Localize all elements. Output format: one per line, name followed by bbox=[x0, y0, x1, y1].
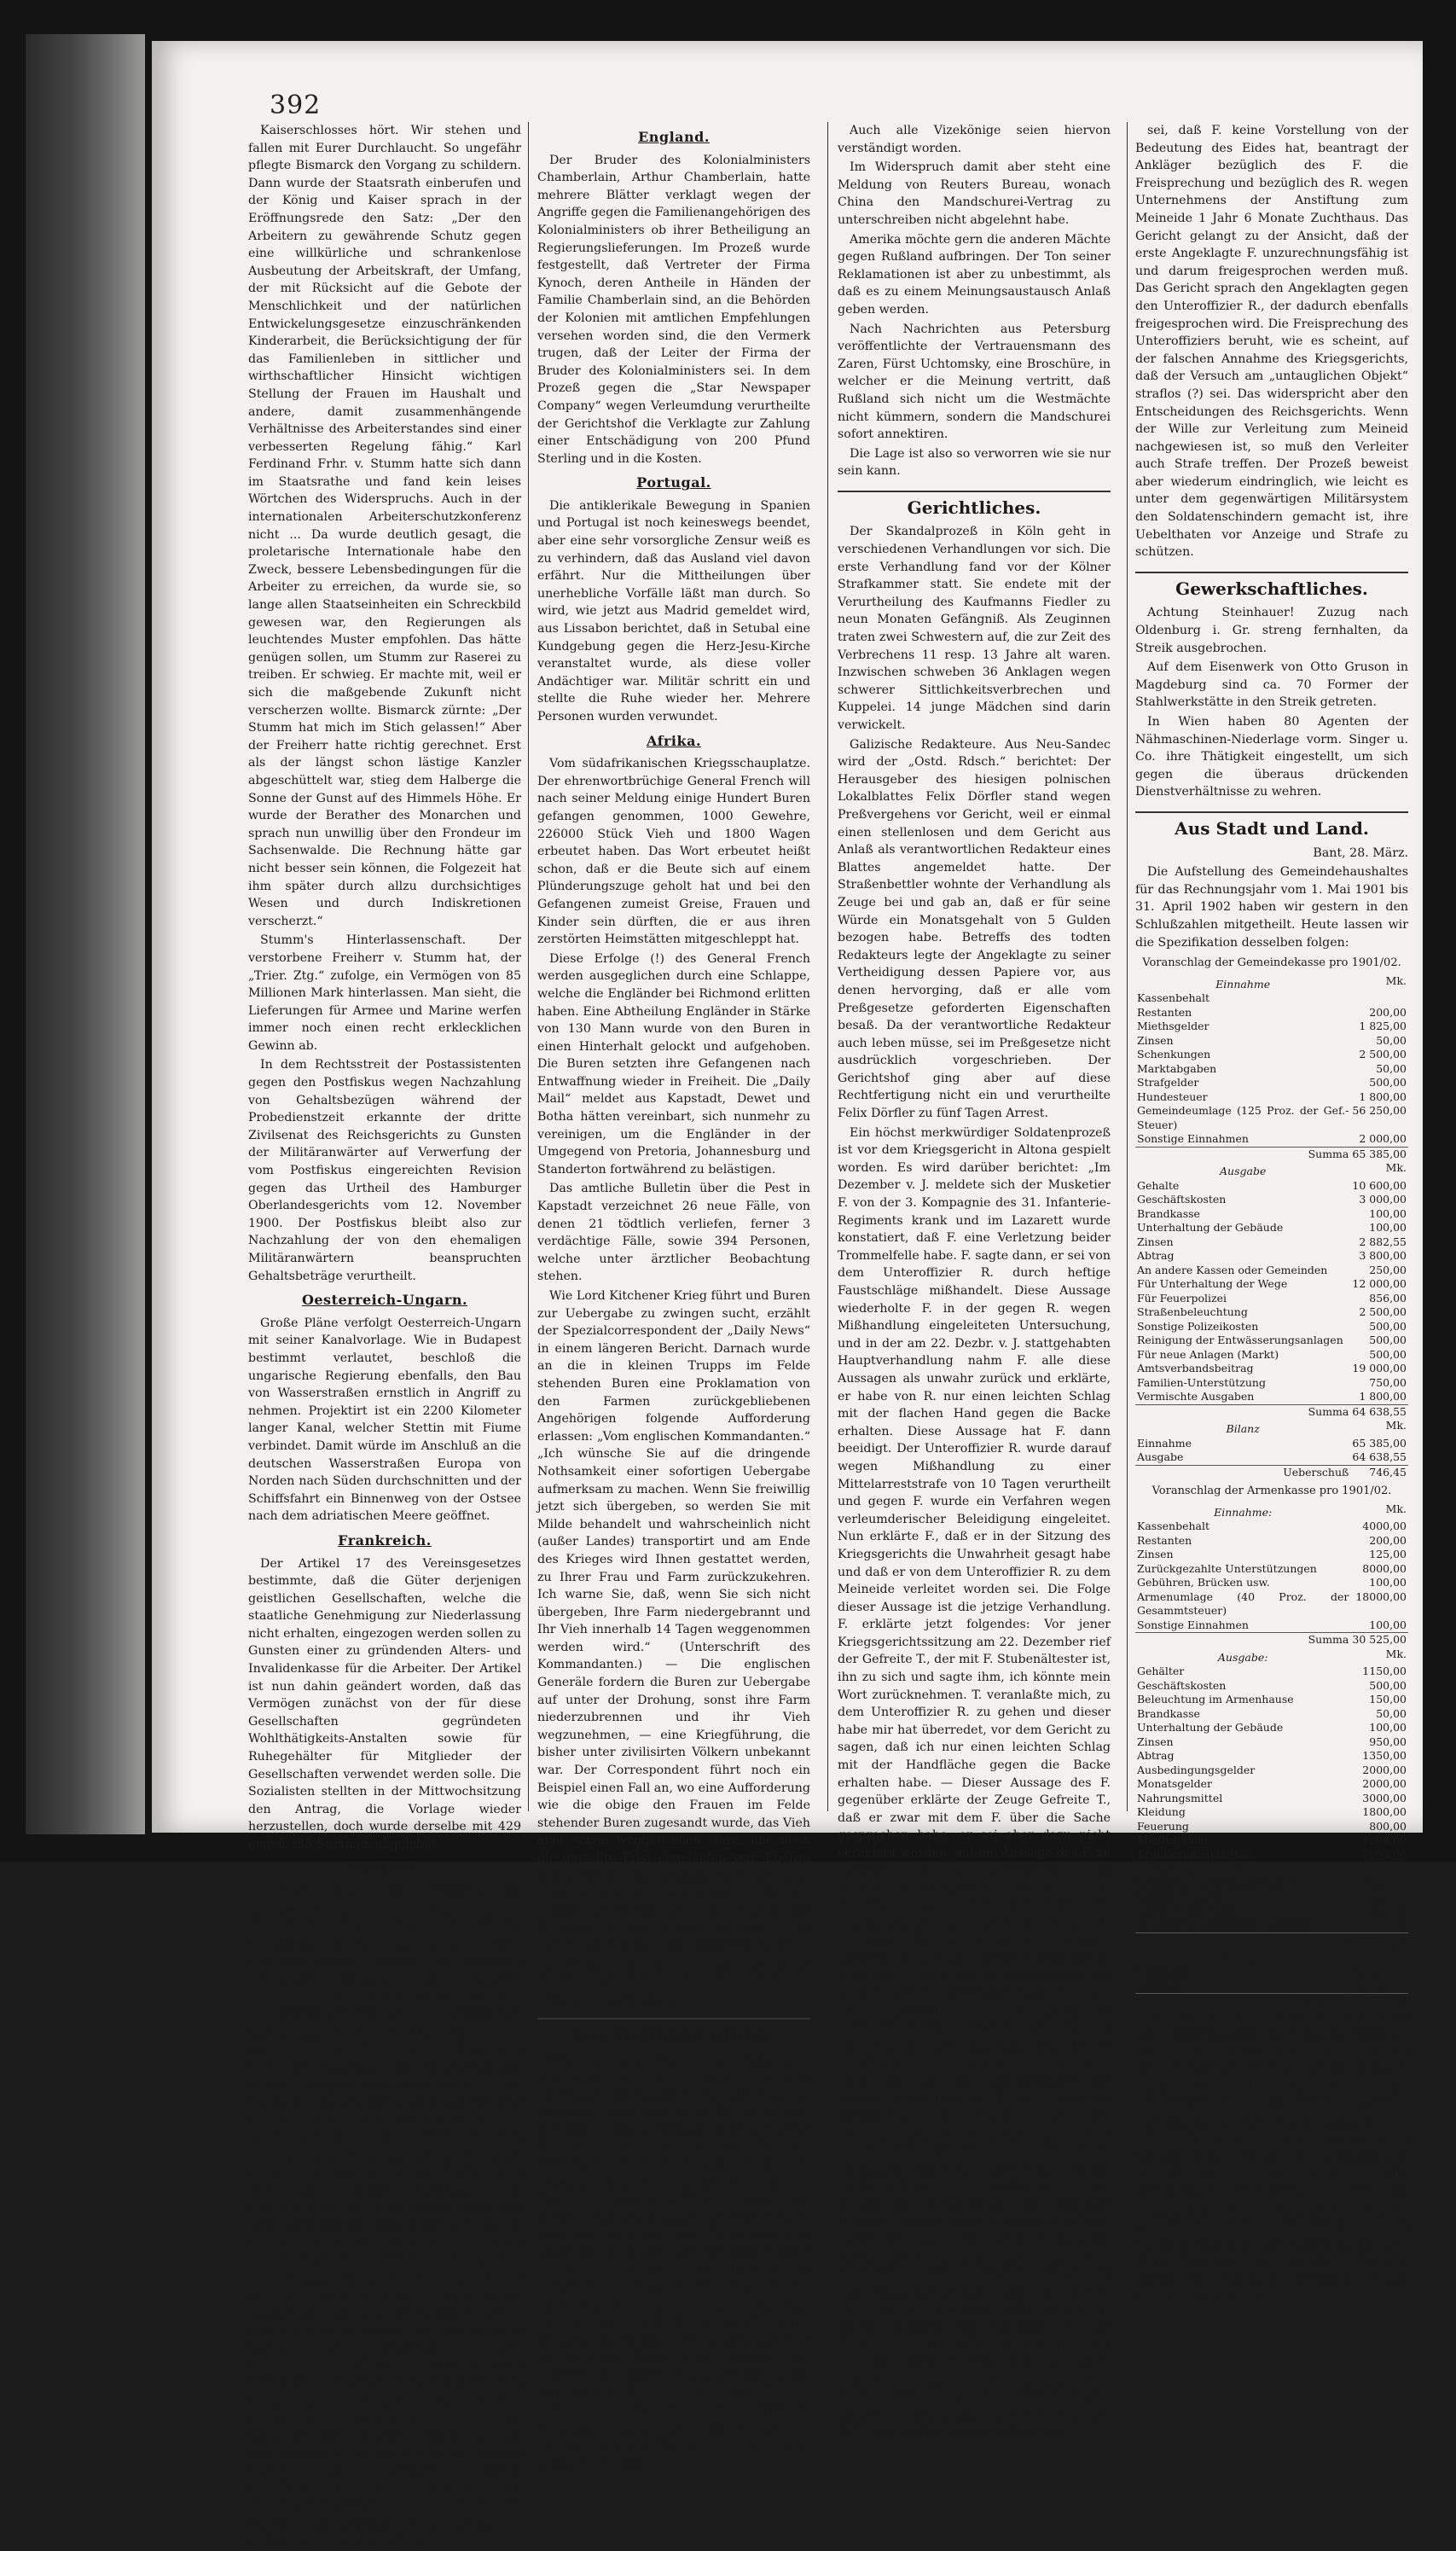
table-row bbox=[1135, 1777, 1408, 1792]
row-label: Zinsen bbox=[1137, 1735, 1174, 1748]
sum-row bbox=[1135, 1932, 1408, 1947]
table-row bbox=[1135, 1193, 1408, 1207]
row-value: 500,00 bbox=[1369, 1678, 1407, 1692]
table-row bbox=[1135, 1437, 1408, 1451]
row-value: 12 000,00 bbox=[1352, 1277, 1407, 1291]
article-paragraph: Vom südafrikanischen Kriegsschauplatze. Der ehrenwortbrüchige General French will nach seiner Meldung einige Hundert Buren gefangen genommen, 1000 Gewehre, 226000 Stück Vieh und 1800 Wagen erbeutet haben. Das Wort erbeutet heißt schon, daß er die Beute sich auf einem Plünderungszuge geholt hat und bei den Gefangenen zumeist Greise, Frauen und Kinder sein dürften, die er aus ihren zerstörten Heimstätten mitgeschleppt hat. bbox=[537, 757, 810, 947]
row-value: 2 882,55 bbox=[1359, 1235, 1407, 1248]
section-title: Gerichtliches. bbox=[838, 491, 1111, 517]
row-value: 19 000,00 bbox=[1352, 1362, 1407, 1375]
row-label: Ausgabe bbox=[1137, 1979, 1184, 1992]
row-label: Miethsgelder bbox=[1137, 1020, 1209, 1033]
row-value: 100,00 bbox=[1369, 1618, 1407, 1631]
column-1 bbox=[248, 122, 521, 2549]
row-label: Brandkasse bbox=[1137, 1706, 1200, 1720]
sum-value: 30 525,00 bbox=[1352, 1633, 1407, 1647]
row-label: Abtrag bbox=[1137, 1749, 1175, 1763]
row-value: 1 825,00 bbox=[1359, 1020, 1407, 1033]
article-paragraph: Tolstois Dank. Die Erregung der gebildeten Kreise, sowie der Arbeiterkreise, in denen Graf Tolstoj sich größter Popularität erfreut, ist durch dessen Exkommunikation seitens der obersten kirchlichen Behörde, der „Heiligen Synode“, noch weiter verstärkt worden. Am 27. Februar erfolgte der Schuß gegen den Kultusminister. Am 4. März fanden in Petersburg und Charkow zur 40jährigen Feier der Aufhebung der Leibeigenschaft große Kundgebungen statt, die von der Polizei mit zahlreichen Mißhandlungen und Verhaftungen beantwortet wurden. Am 7. März erfolgte die Exkommunikation Tolstojs. Einige Tage darauf wurde Tolstoj, als er in Moskau durch die Straßen ging und dort gerade ebenfalls eine Demonstration der Arbeiter stattfand, mit einer begeisterten Ovation begrüßt, und er wurde aufgefordert, eine Ansprache zu halten. In dieser Ansprache sagte Tolstoj: „Sein Prinzip sei, man solle sich dem Uebel nicht mit Gewalt widersetzen; da nun aber einmal das Volk sich gegen das Uebel in Demonstrationen wahre, so sei es eine Sache der Konsequenz, hierin fortzufahren.“ — Graf Tolstoj beabsichtigte ferner eine Danksagung in der russischen Presse zu veröffentlichen für die ihm erwiesene Sympathie aus Anlaß der Verfügung der „Heiligen Synode“. Da dies aber ebenfalls unmöglich war, so ist dem Blatte, den „Vorwärts“ behufs Veröffentlichung übermittelt worden. In diesem Briefe wird die „Heilige Synode“ mit feinem Spott abgethan. — Es will auch in Rußland nichts mehr gelingen. bbox=[248, 1885, 521, 2549]
row-value: 300,00 bbox=[1369, 1903, 1407, 1917]
article-paragraph: Wie Lord Kitchener Krieg führt und Buren zur Uebergabe zu zwingen sucht, erzählt der Spezialcorrespondent der „Daily News“ in einem längeren Bericht. Darnach wurde an die in kleinen Trupps im Felde stehenden Buren eine Proklamation von den Farmen zurückgebliebenen Angehörigen folgende Aufforderung erlassen: „Vom englischen Kommandanten.“ „Ich wünsche Sie auf die dringende Nothsamkeit einer sofortigen Uebergabe aufmerksam zu machen. Wenn Sie freiwillig jetzt sich übergeben, so werden Sie mit Milde behandelt und wahrscheinlich nicht (außer Landes) transportirt und am Ende des Krieges wird Ihnen gestattet werden, zu Ihrer Frau und Farm zurückzukehren. Ich warne Sie, daß, wenn Sie sich nicht übergeben, Ihre Farm niedergebrannt und Ihr Vieh innerhalb 14 Tagen weggenommen werden wird.“ (Unterschrift des Kommandanten.) — Die englischen Generäle fordern die Buren zur Uebergabe auf unter der Drohung, sonst ihre Farm niederzubrennen und ihr Vieh wegzunehmen, — eine Kriegführung, die bisher unter zivilisirten Völkern unbekannt war. Der Correspondent führt noch ein Beispiel einen Fall an, wo eine Aufforderung wie die obige den Frauen im Felde stehender Buren zugesandt wurde, das Vieh aber schon weggetrieben ward, ehe noch die gestellte Frist abgelaufen war. Ebenso wurde bereits am zwölften Tage die Farm abgebrannt. In anderen Fällen erhielten die Frauen ein kurzes Avis, in Englisch und Holländisch, das einfach lautete: „Der Inhalt des Hauses, der gesammte lebende Viehbestand, die Speisevorräthe des (folgt Name), welcher sich auf Kommando befindet, sind konfiszirt.“ bbox=[537, 1289, 810, 2006]
budget-table bbox=[1135, 974, 1408, 1480]
row-value: 2000,00 bbox=[1362, 1777, 1407, 1791]
row-label: Feuerung bbox=[1137, 1819, 1189, 1833]
article-paragraph: sei, daß F. keine Vorstellung von der Bedeutung des Eides hat, beantragt der Ankläger bezüglich des F. die Freisprechung und bezüglich des R. wegen Unternehmens der Anstiftung zum Meineide 1 Jahr 6 Monate Zuchthaus. Das Gericht gelangt zu der Ansicht, daß der erste Angeklagte F. unzurechnungsfähig ist und darum freigesprochen werden muß. Das Gericht sprach den Angeklagten gegen den Unteroffizier R., der dadurch ebenfalls freigesprochen wird. Die Freisprechung des Unteroffiziers beruht, wie es scheint, auf der falschen Annahme des Kriegsgerichts, daß der Versuch am „untauglichen Objekt“ straflos (?) sei. Das widerspricht aber den Entscheidungen des Reichsgerichts. Wenn der Wille zur Verleitung zum Meineid nachgewiesen ist, so muß den Verleiter auch Strafe treffen. Der Prozeß beweist aber wiederum eindringlich, wie leicht es unter dem gegenwärtigen Militärsystem den Soldatenschindern gemacht ist, ihre Uebelthaten vor Anzeige und Strafe zu schützen. bbox=[1135, 124, 1408, 560]
sum-label: Summa bbox=[1135, 1932, 1350, 1947]
row-value: 30 525,00 bbox=[1352, 1964, 1407, 1978]
article-paragraph: Der Artikel 17 des Vereinsgesetzes bestimmte, daß die Güter derjenigen geistlichen Gesellschaften, welche die staatliche Genehmigung zur Niederlassung nicht erhalten, eingezogen werden sollen zu Gunsten einer zu gründenden Alters- und Invalidenkasse für die Arbeiter. Der Artikel ist nun dahin geändert worden, daß das Vermögen zunächst von der für diese Gesellschaften gegründeten Wohlthätigkeits-Anstalten sowie für Ruhegehälter für Mitglieder der Gesellschaften verwendet werden solle. Die Sozialisten stellten in der Mittwochsitzung den Antrag, die Vorlage wieder herzustellen, doch wurde derselbe mit 429 gegen 135 Stimmen abgelehnt. bbox=[248, 1556, 521, 1851]
row-label: Marktabgaben bbox=[1137, 1061, 1217, 1075]
row-label: Gebühren, Brücken usw. bbox=[1137, 1576, 1270, 1589]
row-value: 2 000,00 bbox=[1359, 1132, 1407, 1146]
row-label: Vermischte Ausgaben bbox=[1137, 1390, 1255, 1403]
row-value: 3 000,00 bbox=[1359, 1193, 1407, 1206]
row-value: 3 800,00 bbox=[1359, 1249, 1407, 1263]
table-row bbox=[1135, 1979, 1408, 1993]
table-row bbox=[1135, 1235, 1408, 1250]
article-paragraph: Achtung Steinhauer! Zuzug nach Oldenburg i. Gr. streng fernhalten, da Streik ausgebrochen. bbox=[1135, 606, 1408, 655]
row-value: 1350,00 bbox=[1362, 1749, 1407, 1763]
article-paragraph: Galizische Redakteure. Aus Neu-Sandec wird der „Ostd. Rdsch.“ berichtet: Der Herausgeber des hiesigen polnischen Lokalblattes Felix Dörfler stand wegen Preßvergehens vor Gericht, weil er einmal einen stellenlosen und dem Gericht aus Anlaß als verantwortlichen Redakteur eines Blattes angemeldet hatte. Der Straßenbettler wohnte der Verhandlung als Zeuge bei und gab an, daß er für seine Würde ein Monatsgehalt von 5 Gulden bezogen habe. Betreffs des todten Redakteurs legte der Angeklagte zu seiner Vertheidigung dessen Papiere vor, aus denen hervorging, daß er alle vom Preßgesetze geforderten Eigenschaften besaß. Da der verantwortliche Redakteur auch leben müsse, sei im Preßgesetze nicht ausdrücklich vorgeschrieben. Der Gerichtshof ging aber auf diese Rechtfertigung nicht ein und verurtheilte Felix Dörfler zu fünf Tagen Arrest. bbox=[838, 737, 1111, 1121]
row-value: 1150,00 bbox=[1362, 1665, 1407, 1678]
budget-title: Voranschlag der Armenkasse pro 1901/02. bbox=[1151, 1485, 1392, 1498]
sum-value: 64 638,55 bbox=[1352, 1404, 1407, 1418]
table-section-row bbox=[1135, 1419, 1408, 1437]
sum-value: 1772,00 bbox=[1350, 1993, 1408, 2008]
table-row bbox=[1135, 1104, 1408, 1132]
row-value: 856,00 bbox=[1369, 1291, 1407, 1305]
sum-row bbox=[1135, 1633, 1408, 1647]
row-label: Einnahme bbox=[1137, 1964, 1192, 1978]
budget-table bbox=[1135, 1502, 1408, 2008]
table-row bbox=[1135, 1665, 1408, 1679]
table-row bbox=[1135, 1006, 1408, 1020]
row-label: Zinsen bbox=[1137, 1033, 1174, 1047]
page-number: 392 bbox=[270, 90, 322, 120]
table-row bbox=[1135, 1590, 1408, 1618]
row-label: Zurückgezahlte Unterstützungen bbox=[1137, 1561, 1317, 1575]
article-paragraph: In dem Rechtsstreit der Postassistenten gegen den Postfiskus wegen Nachzahlung von Gehaltsbezügen während der Probedienstzeit erkannte der dritte Zivilsenat des Reichsgerichts zu Gunsten der Militäranwärter auf Verwerfung der vom Postfiskus eingereichten Revision gegen das Urtheil des Hamburger Oberlandesgerichts vom 12. November 1900. Der Postfiskus bleibt also zur Nachzahlung der von den ehemaligen Militäranwärtern beanspruchten Gehaltsbeträge verurtheilt. bbox=[248, 1058, 521, 1283]
table-row bbox=[1135, 1904, 1408, 1919]
table-row bbox=[1135, 1390, 1408, 1404]
row-label: Unterhaltung der Gebäude bbox=[1137, 1721, 1284, 1735]
row-label: Zinsen bbox=[1137, 1235, 1174, 1248]
row-value: 3000,00 bbox=[1362, 1791, 1407, 1804]
row-label: Ausgabe bbox=[1137, 1450, 1184, 1464]
row-label: Restanten bbox=[1137, 1533, 1192, 1547]
article-paragraph: Kaiserschlosses hört. Wir stehen und fallen mit Eurer Durchlaucht. So ungefähr pflegte Bismarck den Vorgang zu schildern. Dann wurde der Staatsrath einberufen und der König und Kaiser sprach in der Eröffnungsrede den Satz: „Der den Arbeitern zu gewährende Schutz gegen eine willkürliche und schrankenlose Ausbeutung der Arbeitskraft, der Umfang, der mit Rücksicht auf die Gebote der Menschlichkeit und der natürlichen Entwickelungsgesetze einzuschränkenden Kinderarbeit, die Berücksichtigung der für das Familienleben in sittlicher und wirthschaftlicher Hinsicht wichtigen Stellung der Frauen im Haushalt und andere, damit zusammenhängende Verhältnisse des Arbeiterstandes sind einer verbesserten Regelung fähig.“ Karl Ferdinand Frhr. v. Stumm hatte sich dann im Staatsrathe und fand kein leises Wörtchen des Widerspruchs. Auch in der internationalen Arbeiterschutzkonferenz nicht ... Da wurde deutlich gesagt, die proletarische Internationale habe den Zweck, bessere Lebensbedingungen für die Arbeiter zu erreichen, da wurde sie, so lange allen Staatseinheiten ein Schreckbild gewesen war, den Regierungen als leuchtendes Muster empfohlen. Das hätte genügen sollen, um Stumm zur Raserei zu treiben. Er schwieg. Er machte mit, weil er sich die maßgebende Zukunft nicht verscherzen wollte. Bismarck zürnte: „Der Stumm hat mich im Stich gelassen!“ Aber der Freiherr hatte richtig gerechnet. Erst als der längst schon lästige Kanzler abgeschüttelt war, stieg dem Halberge die Sonne der Gunst auf des Himmels Höhe. Er wurde der Berather des Monarchen und sprach nun unwillig über den Frondeur im Sachsenwalde. Die Rechnung hätte gar nicht besser sein können, die Folgezeit hat ihm später durch allzu durchsichtiges Wesen und durch Indiskretionen verscherzt.“ bbox=[248, 124, 521, 928]
row-label: Kleidung bbox=[1137, 1805, 1186, 1819]
row-label: Familien-Unterstützung bbox=[1137, 1375, 1266, 1389]
table-row bbox=[1135, 1735, 1408, 1750]
table-row bbox=[1135, 1034, 1408, 1049]
row-value: 500,00 bbox=[1369, 1076, 1407, 1090]
section-title: Gewerkschaftliches. bbox=[1135, 572, 1408, 598]
row-value: 3,00 bbox=[1383, 1918, 1407, 1932]
table-row bbox=[1135, 1221, 1408, 1235]
section-heading: Portugal. bbox=[636, 474, 711, 491]
section-label: Bilanz: bbox=[1224, 1950, 1262, 1964]
row-label: Monatsgelder bbox=[1137, 1777, 1213, 1791]
table-row bbox=[1135, 1020, 1408, 1034]
column-rule bbox=[827, 122, 828, 1811]
table-row bbox=[1135, 1721, 1408, 1735]
section-label: Ausgabe bbox=[1220, 1165, 1267, 1178]
sum-label: Summa bbox=[1135, 1633, 1350, 1647]
sum-row bbox=[1135, 1465, 1408, 1479]
row-label: An andere Kassen oder Gemeinden bbox=[1137, 1263, 1328, 1276]
row-label: Einnahme bbox=[1137, 1436, 1192, 1450]
table-row bbox=[1135, 1890, 1408, 1904]
newspaper-page bbox=[152, 41, 1423, 2549]
table-row bbox=[1135, 1207, 1408, 1222]
row-value: 2000,00 bbox=[1362, 1763, 1407, 1776]
row-value: 3500,00 bbox=[1362, 1862, 1407, 1875]
row-label: Ausbedingungsgelder bbox=[1137, 1763, 1256, 1776]
column-3 bbox=[838, 122, 1111, 2440]
sum-label: Ueberschuß bbox=[1135, 1465, 1350, 1479]
row-value: 1200,00 bbox=[1362, 1833, 1407, 1847]
row-label: Gehalte bbox=[1137, 1178, 1180, 1192]
row-label: Gehälter bbox=[1137, 1665, 1185, 1678]
article-paragraph: In Wien haben 80 Agenten der Nähmaschinen-Niederlage vorm. Singer u. Co. ihre Thätigkeit eingestellt, um sich gegen die überaus drückenden Dienstverhältnisse zu wehren. bbox=[1135, 715, 1408, 799]
row-value: 65 385,00 bbox=[1352, 1436, 1407, 1450]
unit-label: Mk. bbox=[1385, 1419, 1407, 1432]
row-value: 50,00 bbox=[1376, 1033, 1407, 1047]
row-value: 125,00 bbox=[1369, 1548, 1407, 1561]
row-label: Krankenpflegekosten bbox=[1137, 1847, 1252, 1861]
article-paragraph: Der Bruder des Kolonialministers Chamberlain, Arthur Chamberlain, hatte mehrere Blätter verklagt wegen der Angriffe gegen die Familienangehörigen des Kolonialministers ob ihrer Betheiligung an Regierungslieferungen. Im Prozeß wurde festgestellt, daß Vertreter der Firma Kynoch, deren Antheile in Händen der Familie Chamberlain sind, an die Behörden der Kolonien mit amtlichen Empfehlungen versehen worden sind, die den Vermerk trugen, daß der Leiter der Firma der Bruder des Kolonialministers sei. In dem Prozeß gegen die „Star Newspaper Company“ wegen Verleumdung verurtheilte der Gerichtshof die Verklagte zur Zahlung einer Entschädigung von 200 Pfund Sterling und in die Kosten. bbox=[537, 153, 810, 466]
unit-label: Mk. bbox=[1385, 1647, 1407, 1660]
table-row bbox=[1135, 1534, 1408, 1549]
table-row bbox=[1135, 1334, 1408, 1348]
section-heading: Afrika. bbox=[646, 732, 702, 749]
table-row bbox=[1135, 1679, 1408, 1694]
sum-value: 746,45 bbox=[1350, 1465, 1408, 1479]
table-row bbox=[1135, 1576, 1408, 1590]
table-row bbox=[1135, 1707, 1408, 1722]
table-row bbox=[1135, 1805, 1408, 1820]
row-label: Sonstige Einnahmen bbox=[1137, 1132, 1249, 1146]
table-row bbox=[1135, 1320, 1408, 1334]
section-heading: Frankreich. bbox=[338, 1531, 432, 1549]
row-value: 500,00 bbox=[1369, 1890, 1407, 1903]
article-paragraph: Der Skandalprozeß in Köln geht in verschiedenen Verhandlungen vor sich. Die erste Verhandlung fand vor der Kölner Strafkammer statt. Sie endete mit der Verurtheilung des Kaufmanns Fiedler zu neun Monaten Gefängniß. Als Zeuginnen traten zwei Schwestern auf, die zur Zeit des Verbrechens 11 resp. 13 Jahre alt waren. Inzwischen schweben 36 Anklagen wegen schwerer Sittlichkeitsverbrechen und Kuppelei. 14 junge Mädchen sind darin verwickelt. bbox=[838, 525, 1111, 732]
row-value: 500,00 bbox=[1369, 1319, 1407, 1333]
column-4-text bbox=[1135, 122, 1408, 951]
row-label: Kosten für skrophulöse Kinder bbox=[1137, 1875, 1302, 1889]
row-value: 7000,00 bbox=[1362, 1847, 1407, 1861]
section-title: Die Wirren in China. bbox=[537, 2018, 810, 2044]
row-value: 950,00 bbox=[1369, 1735, 1407, 1748]
table-row bbox=[1135, 1862, 1408, 1876]
unit-label: Mk. bbox=[1385, 1161, 1407, 1175]
table-row bbox=[1135, 1264, 1408, 1278]
table-section-row bbox=[1135, 974, 1408, 992]
article-paragraph: Die antiklerikale Bewegung in Spanien und Portugal ist noch keineswegs beendet, aber eine sehr vorsorgliche Zensur weiß es zu verhindern, daß das Ausland viel davon erfährt. Nur die Mittheilungen über unerhebliche Vorfälle läßt man durch. So wird, wie jetzt aus Madrid gemeldet wird, aus Lissabon berichtet, daß in Setubal eine Kundgebung gegen die Herz-Jesu-Kirche veranstaltet wurde, als diese voller Andächtiger war. Militär schritt ein und stellte die Ruhe wieder her. Mehrere Personen wurden verwundet. bbox=[537, 498, 810, 723]
table-row bbox=[1135, 1764, 1408, 1778]
row-value: 500,00 bbox=[1369, 1334, 1407, 1347]
row-value: 1500,00 bbox=[1362, 1875, 1407, 1889]
table-row bbox=[1135, 1277, 1408, 1292]
row-label: Gemeindeumlage (125 Proz. der Gef.-Steuer) bbox=[1137, 1104, 1349, 1131]
budget-title: Voranschlag der Gemeindekasse pro 1901/02. bbox=[1142, 956, 1401, 970]
sum-row bbox=[1135, 1993, 1408, 2008]
table-section-row bbox=[1135, 1647, 1408, 1665]
row-label: Hundesteuer bbox=[1137, 1090, 1208, 1103]
table-section-row bbox=[1135, 1161, 1408, 1179]
table-row bbox=[1135, 1848, 1408, 1862]
row-value: 750,00 bbox=[1369, 1375, 1407, 1389]
unit-label: Mk. bbox=[1385, 1947, 1407, 1961]
row-label: Straßenbeleuchtung bbox=[1137, 1305, 1248, 1319]
table-section-row bbox=[1135, 1947, 1408, 1965]
table-row bbox=[1135, 1376, 1408, 1391]
row-value: 56 250,00 bbox=[1352, 1104, 1407, 1118]
row-label: Sonstige Einnahmen bbox=[1137, 1618, 1249, 1631]
table-row bbox=[1135, 1292, 1408, 1306]
row-value: 4000,00 bbox=[1362, 1520, 1407, 1533]
row-value: 1 800,00 bbox=[1359, 1090, 1407, 1103]
book-spine bbox=[26, 34, 145, 1834]
row-label: Rohmaterialien bbox=[1137, 1890, 1221, 1903]
row-value: 200,00 bbox=[1369, 1533, 1407, 1547]
dateline: Bant, 28. März. bbox=[1313, 845, 1408, 860]
section-label: Einnahme bbox=[1215, 977, 1271, 991]
column-4-after-text bbox=[1135, 2008, 1408, 2306]
row-label: Restanten bbox=[1137, 1005, 1192, 1019]
row-label: Kassenbehalt bbox=[1137, 1520, 1209, 1533]
article-paragraph: Was aus dem Mandschurei-Abkommen wird, ist noch ungewiß. Am Dienstag war die China von Rußland gestellte Frist für Unterzeichnung abgelaufen. Rußland hatte, wie vom Montag gemeldet wird, als letzte Konzession vor Ablauf der für die Unterzeichnung gestellten Frist vor einigen Tagen durch den chinesischen Gesandten in Petersburg Jang-tsi mittheilen lassen, daß es bereit ist, den Artikel 6 des Vertrages zu streichen, nach welchem China das Recht haben sollte, in den Nordprovinzen fremde Marine- und Militär-Instruktoren zu verwenden. China aber verlangt noch, daß das Abkommen zu unterzeichnen. Jedenfalls hat es die von Rußland gestellte Frist verstreichen lassen. Der chinesische Hof hat, wie die „Times“ den Shanghai vom Dienstag aus bester Quelle erfahren haben will, Li-Hung-Tschang und den Prinzen Tsching angewiesen, den fremden Gesandten mitzutheilen, daß China sich geweigert hat, das Mandschurei-Abkommen in seiner jetzigen bbox=[537, 2052, 810, 2471]
unit-label: Mk. bbox=[1385, 1502, 1407, 1515]
table-row bbox=[1135, 1362, 1408, 1376]
row-label: Sonstige Ausgaben bbox=[1137, 1903, 1241, 1917]
row-value: 2 500,00 bbox=[1359, 1048, 1407, 1061]
sum-label: Ueberschuß bbox=[1135, 1993, 1350, 2008]
table-row bbox=[1135, 1749, 1408, 1764]
row-label: Kassenbehalt bbox=[1137, 991, 1209, 1005]
row-value: 18000,00 bbox=[1355, 1589, 1407, 1603]
article-paragraph: Bei den Einnahmen des Voranschlages der Gemeindekasse sei zunächst bemerkt, daß ein Kassenbehalt aus dem Vorjahre nicht vorhanden ist. Die Gemeindeumlage wird, wenn die 125 Proz. der Gesammtsteuer angenommen werden, voraussichtlich eine Mehreinnahme von 8250 Mk. bringen. Für das laufende Rechnungsjahr wurde die Einnahme aus der Gemeindeumlage mit 48000 Mk. veranschlagt und betrug 120 Proz. der Gesammtsteuer. Die Ausgaben sind nicht wesentlich höher veranschlagt als im Vorjahre. Eine Erhöhung finden wir bei dem Titel „Gehälter“ von 900 Mk., 9700 Mk. waren im Vorjahre angesetzt. Mehr angesetzt ist auch der bbox=[1135, 2009, 1408, 2304]
row-value: 50,00 bbox=[1376, 1706, 1407, 1720]
table-row bbox=[1135, 1792, 1408, 1806]
row-label: Abtrag bbox=[1137, 1249, 1175, 1263]
row-label: Miethsgelder bbox=[1137, 1833, 1209, 1847]
table-row bbox=[1135, 1693, 1408, 1707]
table-row bbox=[1135, 1833, 1408, 1848]
budget-gemeindekasse bbox=[1135, 955, 1408, 1479]
table-row bbox=[1135, 1618, 1408, 1633]
budget-armenkasse bbox=[1135, 1483, 1408, 2008]
row-label: Schulunterrichtskosten bbox=[1137, 1862, 1264, 1875]
article-paragraph: Die Aufstellung des Gemeindehaushaltes für das Rechnungsjahr vom 1. Mai 1901 bis 31. April 1902 haben wir gestern in den Schlußzahlen mitgetheilt. Heute lassen wir die Spezifikation desselben folgen: bbox=[1135, 865, 1408, 950]
section-label: Einnahme: bbox=[1214, 1505, 1273, 1519]
row-value: 1 800,00 bbox=[1359, 1390, 1407, 1403]
row-label: Für Unterhaltung der Wege bbox=[1137, 1277, 1288, 1291]
row-label: Nahrungsmittel bbox=[1137, 1791, 1223, 1804]
article-paragraph: Nach Nachrichten aus Petersburg veröffentlichte der Vertrauensmann des Zaren, Fürst Uchtomsky, eine Broschüre, in welcher er die Meinung vertritt, daß Rußland sich nicht um die Westmächte nicht kümmern, sondern die Mandschurei sofort annektiren. bbox=[838, 322, 1111, 442]
article-paragraph: Große Pläne verfolgt Oesterreich-Ungarn mit seiner Kanalvorlage. Wie in Budapest bestimmt verlautet, beschloß die ungarische Regierung ebenfalls, den Bau von Wasserstraßen ernstlich in Angriff zu nehmen. Projektirt ist ein 2200 Kilometer langer Kanal, welcher Stettin mit Fiume verbindet. Damit würde im Anschluß an die deutschen Wasserstraßen Europa von Norden nach Süden durchschnitten und der Schiffsfahrt ein Binnenweg von der Ostsee nach dem adriatischen Meere geöffnet. bbox=[248, 1316, 521, 1524]
table-row bbox=[1135, 1548, 1408, 1562]
section-label: Ausgabe: bbox=[1217, 1650, 1268, 1664]
table-row bbox=[1135, 991, 1408, 1006]
sum-row bbox=[1135, 1147, 1408, 1161]
row-label: Strafgelder bbox=[1137, 1076, 1199, 1090]
sum-label: Summa bbox=[1135, 1147, 1350, 1161]
column-rule bbox=[528, 122, 529, 1811]
row-value: 8000,00 bbox=[1362, 1561, 1407, 1575]
article-paragraph: Stumm's Hinterlassenschaft. Der verstorbene Freiherr v. Stumm hat, der „Trier. Ztg.“ zufolge, ein Vermögen von 85 Millionen Mark hinterlassen. Man sieht, die Lieferungen für Armee und Marine werfen immer noch einen recht erklecklichen Gewinn ab. bbox=[248, 933, 521, 1053]
column-2 bbox=[537, 122, 810, 2471]
row-label: Geschäftskosten bbox=[1137, 1678, 1227, 1692]
row-label: Schenkungen bbox=[1137, 1048, 1211, 1061]
row-value: 2 500,00 bbox=[1359, 1305, 1407, 1319]
table-row bbox=[1135, 1179, 1408, 1194]
row-value: 500,00 bbox=[1369, 1347, 1407, 1361]
article-paragraph: Das amtliche Bulletin über die Pest in Kapstadt verzeichnet 26 neue Fälle, von denen 21 tödtlich verliefen, ferner 3 verdächtige Fälle, sowie 394 Personen, welche unter ärztlicher Beobachtung stehen. bbox=[537, 1182, 810, 1284]
column-rule bbox=[1127, 122, 1128, 1811]
row-label: Unterhaltung der Gebäude bbox=[1137, 1221, 1284, 1235]
row-value: 28 753,00 bbox=[1352, 1979, 1407, 1992]
section-title: Aus Stadt und Land. bbox=[1135, 811, 1408, 838]
article-paragraph: Amerika möchte gern die anderen Mächte gegen Rußland aufbringen. Der Ton seiner Reklamationen ist aber zu unbestimmt, als daß es zu einem Meinungsaustausch Anlaß geben werden. bbox=[838, 232, 1111, 317]
row-label: Zinsen bbox=[1137, 1548, 1174, 1561]
table-row bbox=[1135, 1450, 1408, 1465]
sum-label: Summa bbox=[1135, 1404, 1350, 1419]
row-label: Brandkasse bbox=[1137, 1206, 1200, 1220]
row-value: 10 600,00 bbox=[1352, 1178, 1407, 1192]
row-label: Reinigung der Entwässerungsanlagen bbox=[1137, 1334, 1343, 1347]
table-row bbox=[1135, 1965, 1408, 1979]
article-paragraph: Auf dem Eisenwerk von Otto Gruson in Magdeburg sind ca. 70 Former der Stahlwerkstätte in den Streik getreten. bbox=[1135, 660, 1408, 710]
row-value: 100,00 bbox=[1369, 1221, 1407, 1235]
row-value: 150,00 bbox=[1369, 1693, 1407, 1706]
row-label: Armenumlage (40 Proz. der Gesammtsteuer) bbox=[1137, 1589, 1349, 1618]
table-row bbox=[1135, 1562, 1408, 1577]
row-value: 200,00 bbox=[1369, 1005, 1407, 1019]
row-value: 100,00 bbox=[1369, 1206, 1407, 1220]
article-paragraph: Ein höchst merkwürdiger Soldatenprozeß ist vor dem Kriegsgericht in Altona gespielt worden. Es wird darüber berichtet: „Im Dezember v. J. meldete sich der Musketier F. von der 3. Kompagnie des 31. Infanterie-Regiments krank und im Lazarett wurde konstatiert, daß F. eine Verletzung beider Trommelfelle habe. F. sagte dann, er sei von dem Unteroffizier R. durch heftige Faustschläge mißhandelt. Diese Aussage wiederholte F. in der gegen R. wegen Mißhandlung eingeleiteten Untersuchung, und in der am 22. Dezbr. v. J. stattgehabten Hauptverhandlung nahm F. alle diese Aussagen als unwahr zurück und erklärte, er habe von R. nur einen leichten Schlag mit der flachen Hand gegen die Backe erhalten. Diese Aussage hat F. dann beeidigt. Der Unteroffizier R. wurde darauf wegen Mißhandlung zu einer Mittelarreststrafe von 10 Tagen verurtheilt und gegen F. wurde ein Verfahren wegen verleumderischer Beleidigung eingeleitet. Nun erklärte F., daß er in der Sitzung des Kriegsgerichts die Unwahrheit gesagt habe und daß er von dem Unteroffizier R. zu dem Meineide verleitet worden sei. Die Folge dieser Aussage ist die jetzige Verhandlung. F. erklärte jetzt folgendes: Vor jener Kriegsgerichtssitzung am 22. Dezember rief der Gefreite T., der mit F. Stubenältester ist, ihn zu sich und sagte ihm, ich könnte mein Wort zurücknehmen. T. veranlaßte mich, zu dem Unteroffizier R. zu gehen und dieser habe mir hat überredet, vor dem Gericht zu sagen, daß ich nur einen leichten Schlag mit der Handfläche gegen die Backe erhalten habe. — Dieser Aussage des F. gegenüber erklärte der Zeuge Gefreite T., daß er zwar mit dem F. über die Sache gesprochen habe, er sei aber dazu nicht veranlaßt worden, auf die Aussage des F. zu Gunsten des R. einzuwirken. Der Unteroffizier R. giebt zu, daß er dem F. gesagt hat, er habe ihm nur einen leichten Schlag gegeben; doch bestreitet R., den F. zu dem Meineid bestimmt zu haben. Dagegen erklärt der Zeuge Unteroffizier B. folgendes: Zeuge sei hinzugekommen, als R. mit dem F. verhandelt habe. F. habe damals „geheult“ und zu R. gesagt, er könne das nicht beschwören. Da sich über die geistige Zurechnungsfähigkeit des F. Zweifel erhoben haben, sind ärztliche Gutachten über den Geisteszustand und besonders darüber, ob F. sich über die Bedeutung des Eides klar ist, herbeigezogen. Die Gutachten gehen weit auseinander. Während in dem einen Gutachten gesagt wird, daß F. freilich in der geistigen Bildung zurückgeblieben ist, daß er aber von der Bedeutung des Eides eine richtige Auffassung habe, besagt ein Ober-Gutachten, daß F. von dem Eid eine klare Auffassung nicht hat, daß sogar seine geistigen Anlagen so schwach sind, daß er zum Militärdienst nicht tauglich ist. Der Vertreter der Anklage beantragt gegen F. wegen wissentlichen Meineids 1 Jahr Zuchthaus, 2 Jahre Ehrverlust, Entfernung aus dem Heere und Unfähigkeit, als Zeuge eidlich vernommen zu werden, gegen R. 3 Jahre Zuchthaus, 3 Jahre Ehrverlust und die übrigen Nebenstrafen wie bei F. Für den Fall, daß das Gericht der Auffassung bbox=[838, 1125, 1111, 2440]
row-value bbox=[1350, 991, 1408, 1006]
article-paragraph: Die Lage ist also so verworren wie sie nur sein kann. bbox=[838, 446, 1111, 479]
table-row bbox=[1135, 1048, 1408, 1062]
article-paragraph: Im Widerspruch damit aber steht eine Meldung von Reuters Bureau, wonach China den Mandschurei-Vertrag zu unterschreiben nicht abgelehnt habe. bbox=[838, 160, 1111, 227]
row-value: 100,00 bbox=[1369, 1576, 1407, 1589]
table-row bbox=[1135, 1820, 1408, 1834]
row-label: Amtsverbandsbeitrag bbox=[1137, 1362, 1254, 1375]
row-value: 64 638,55 bbox=[1352, 1450, 1407, 1464]
row-label: Beleuchtung im Armenhause bbox=[1137, 1693, 1294, 1706]
section-heading: Rußland. bbox=[348, 1860, 421, 1877]
section-heading: Oesterreich-Ungarn. bbox=[301, 1292, 468, 1309]
row-label: Geschäftskosten bbox=[1137, 1193, 1227, 1206]
row-value: 50,00 bbox=[1376, 1061, 1407, 1075]
table-row bbox=[1135, 1348, 1408, 1363]
row-label: Für neue Anlagen (Markt) bbox=[1137, 1347, 1279, 1361]
table-row bbox=[1135, 1520, 1408, 1534]
table-row bbox=[1135, 1876, 1408, 1891]
sum-row bbox=[1135, 1404, 1408, 1419]
section-heading: England. bbox=[638, 129, 710, 145]
unit-label: Mk. bbox=[1385, 973, 1407, 987]
sum-value: 65 385,00 bbox=[1352, 1147, 1407, 1160]
table-row bbox=[1135, 1090, 1408, 1105]
table-row bbox=[1135, 1076, 1408, 1090]
row-value: 800,00 bbox=[1369, 1819, 1407, 1833]
table-section-row bbox=[1135, 1502, 1408, 1520]
row-label: Für Feuerpolizei bbox=[1137, 1291, 1227, 1305]
table-row bbox=[1135, 1918, 1408, 1932]
row-value: 100,00 bbox=[1369, 1721, 1407, 1735]
article-paragraph: Diese Erfolge (!) des General French werden ausgeglichen durch eine Schlappe, welche die Engländer bei Richmond erlitten haben. Eine Abtheilung Engländer in Stärke von 130 Mann wurde von den Buren in einen Hinterhalt gelockt und aufgehoben. Die Buren setzten ihre Gefangenen nach Entwaffnung wieder in Freiheit. Die „Daily Mail“ meldet aus Kapstadt, Dewet und Botha hätten vereinbart, sich nunmehr zu vereinigen, um die Engländer in der Umgegend von Pretoria, Johannesburg und Standerton fortwährend zu belästigen. bbox=[537, 951, 810, 1177]
sum-value: 28 753,00 bbox=[1352, 1932, 1407, 1946]
row-label: Sonstige Polizeikosten bbox=[1137, 1319, 1259, 1333]
section-label: Bilanz bbox=[1226, 1422, 1260, 1436]
row-value: 250,00 bbox=[1369, 1263, 1407, 1276]
row-label: An andere Gemeinden (Neuende) bbox=[1137, 1918, 1319, 1932]
article-paragraph: Auch alle Vizekönige seien hiervon verständigt worden. bbox=[838, 124, 1111, 155]
table-row bbox=[1135, 1249, 1408, 1264]
table-row bbox=[1135, 1132, 1408, 1147]
row-value: 1800,00 bbox=[1362, 1805, 1407, 1819]
column-4 bbox=[1135, 122, 1408, 2304]
table-row bbox=[1135, 1062, 1408, 1077]
table-row bbox=[1135, 1305, 1408, 1320]
